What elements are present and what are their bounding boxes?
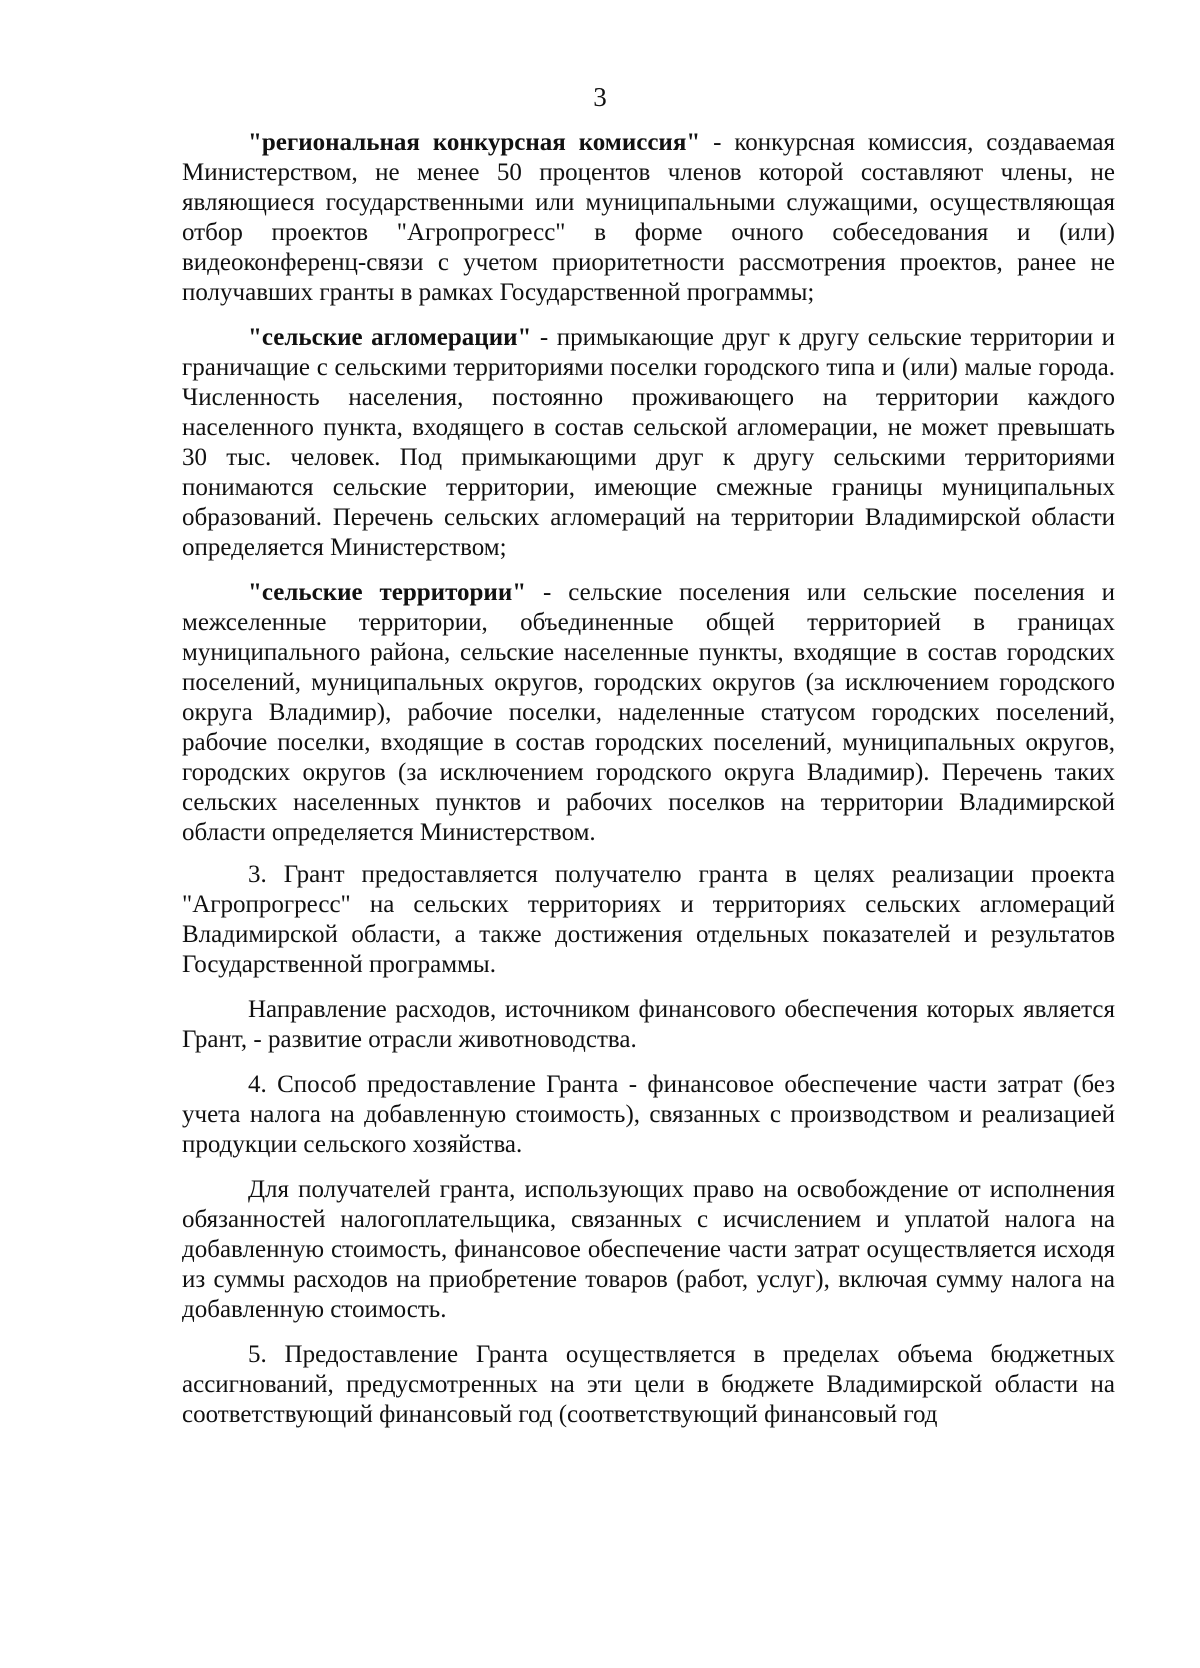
clause-5: 5. Предоставление Гранта осуществляется в пределах объема бюджетных ассигнований, предусмотренных на эти цели в бюджете Владимирской области на соответствующий финансовый год (соответствующий финансовый год [182, 1341, 1115, 1428]
definition-term: "региональная конкурсная комиссия" [248, 129, 701, 156]
definition-regional-commission [182, 128, 1115, 308]
expense-direction-paragraph: Направление расходов, источником финансового обеспечения которых является Грант, - развитие отрасли животноводства. [182, 996, 1115, 1053]
definition-text: - сельские поселения или сельские поселения и межселенные территории, объединенные общей территорией в границах муниципального района, сельские населенные пункты, входящие в состав городских поселений, муниципальных округов, городских округов (за исключением городского округа Владимир), рабочие поселки, наделенные статусом городских поселений, рабочие поселки, входящие в состав городских поселений, муниципальных округов, городских округов (за исключением городского округа Владимир). Перечень таких сельских населенных пунктов и рабочих поселков на территории Владимирской области определяется Министерством. [182, 579, 1115, 846]
page-number: 3 [593, 82, 607, 112]
definition-term: "сельские территории" [248, 579, 527, 606]
definition-text: - конкурсная комиссия, создаваемая Министерством, не менее 50 процентов членов которой составляют члены, не являющиеся государственными или муниципальными служащими, осуществляющая отбор проектов "Агропрогресс" в форме очного собеседования и (или) видеоконференц-связи с учетом приоритетности рассмотрения проектов, ранее не получавших гранты в рамках Государственной программы; [182, 129, 1115, 306]
document-body [182, 128, 1115, 1430]
definition-rural-territories [182, 578, 1115, 848]
clause-3: 3. Грант предоставляется получателю гранта в целях реализации проекта "Агропрогресс" на сельских территориях и территориях сельских агломераций Владимирской области, а также достижения отдельных показателей и результатов Государственной программы. [182, 861, 1115, 978]
vat-exemption-paragraph: Для получателей гранта, использующих право на освобождение от исполнения обязанностей налогоплательщика, связанных с исчислением и уплатой налога на добавленную стоимость, финансовое обеспечение части затрат осуществляется исходя из суммы расходов на приобретение товаров (работ, услуг), включая сумму налога на добавленную стоимость. [182, 1176, 1115, 1323]
definition-text: - примыкающие друг к другу сельские территории и граничащие с сельскими территориями поселки городского типа и (или) малые города. Численность населения, постоянно проживающего на территории каждого населенного пункта, входящего в состав сельской агломерации, не может превышать 30 тыс. человек. Под примыкающими друг к другу сельскими территориями понимаются сельские территории, имеющие смежные границы муниципальных образований. Перечень сельских агломераций на территории Владимирской области определяется Министерством; [182, 324, 1116, 561]
clause-4: 4. Способ предоставление Гранта - финансовое обеспечение части затрат (без учета налога на добавленную стоимость), связанных с производством и реализацией продукции сельского хозяйства. [182, 1071, 1115, 1158]
definition-rural-agglomerations [182, 323, 1115, 563]
definition-term: "сельские агломерации" [248, 324, 532, 351]
